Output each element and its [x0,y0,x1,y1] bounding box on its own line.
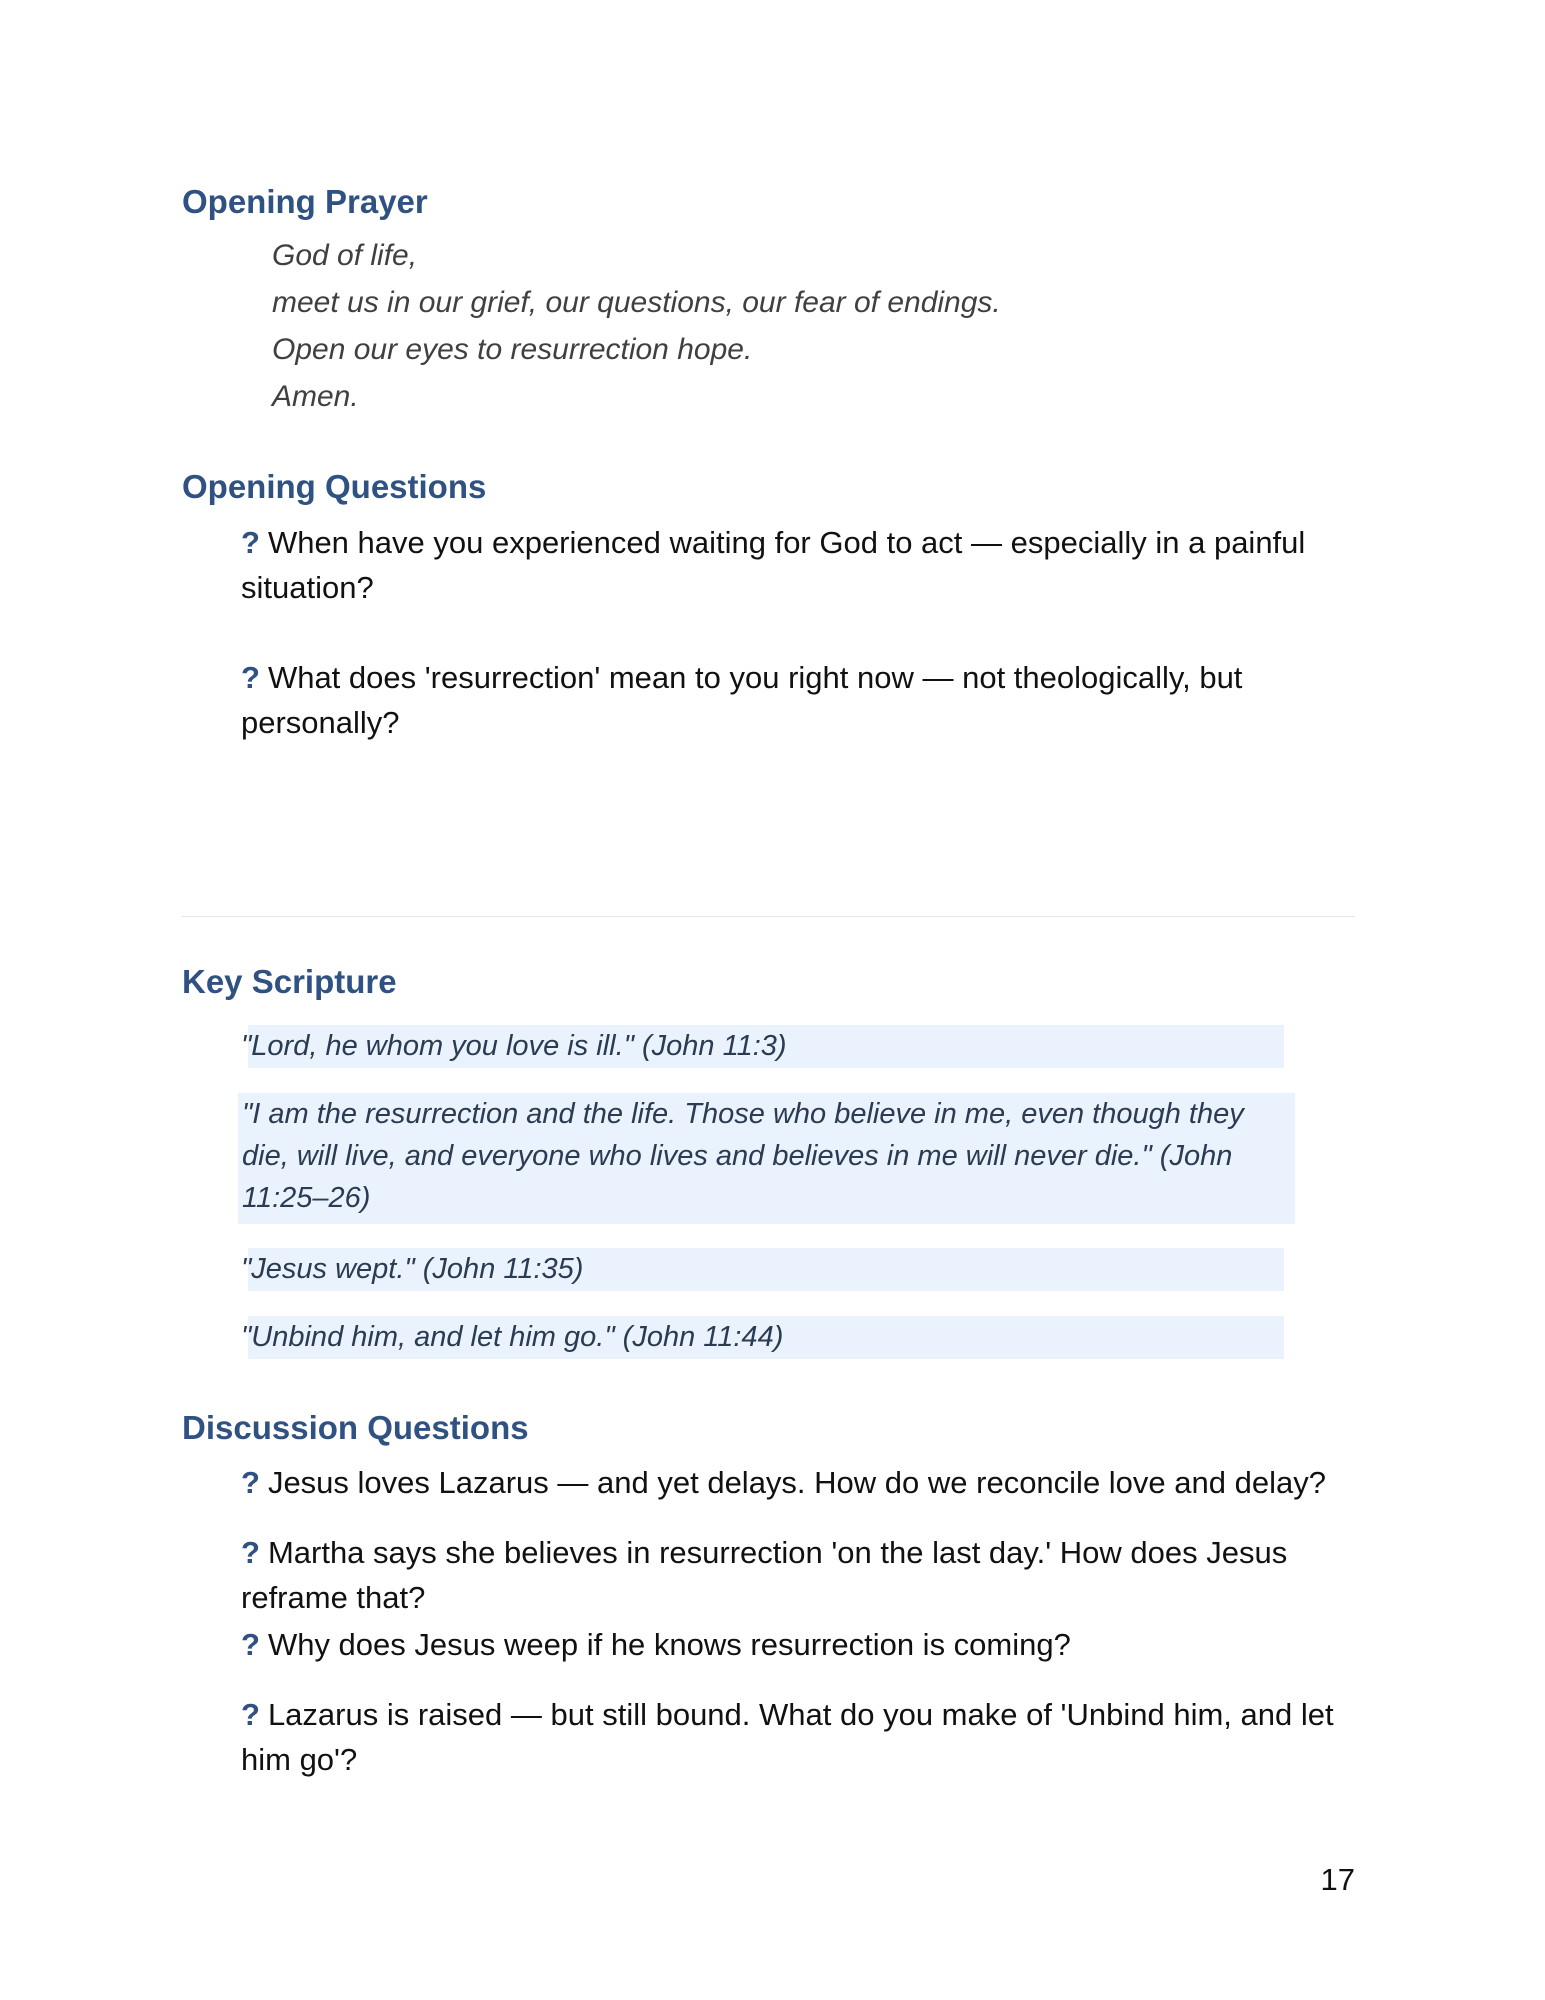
verse-text: "I am the resurrection and the life. Those who believe in me, even though they die, will live, and everyone who lives and believes in me will never die." (John 11:25–26) [242,1098,1244,1214]
question-mark-icon: ? [241,1697,260,1732]
discussion-questions-heading: Discussion Questions [182,1409,529,1446]
discussion-question-item [241,1460,1361,1505]
question-mark-icon: ? [241,1627,260,1662]
opening-prayer-heading: Opening Prayer [182,183,428,220]
question-text: When have you experienced waiting for God to act — especially in a painful situation? [241,525,1306,605]
verse-text: "Unbind him, and let him go." (John 11:44) [241,1321,784,1353]
scripture-verse [241,1316,1284,1359]
question-mark-icon: ? [241,660,260,695]
prayer-line: Amen. [272,380,359,413]
key-scripture-heading: Key Scripture [182,963,397,1000]
verse-text: "Jesus wept." (John 11:35) [241,1253,584,1285]
opening-questions-heading: Opening Questions [182,468,487,505]
page-number: 17 [1320,1862,1355,1897]
scripture-verse [241,1248,1284,1291]
question-text: Martha says she believes in resurrection 'on the last day.' How does Jesus reframe that? [241,1535,1288,1615]
opening-prayer-text [272,232,1001,420]
scripture-verse [241,1025,1284,1068]
prayer-line: meet us in our grief, our questions, our fear of endings. [272,286,1001,319]
question-text: What does 'resurrection' mean to you right now — not theologically, but personally? [241,660,1243,740]
question-text: Why does Jesus weep if he knows resurrection is coming? [267,1627,1071,1662]
prayer-line: Open our eyes to resurrection hope. [272,333,753,366]
discussion-question-item [241,1622,1361,1667]
discussion-question-item [241,1692,1361,1782]
opening-question-item [241,520,1361,610]
question-mark-icon: ? [241,525,260,560]
question-text: Jesus loves Lazarus — and yet delays. How do we reconcile love and delay? [267,1465,1326,1500]
question-mark-icon: ? [241,1465,260,1500]
discussion-question-item [241,1530,1361,1620]
scripture-verse [238,1093,1295,1224]
question-text: Lazarus is raised — but still bound. What do you make of 'Unbind him, and let him go'? [241,1697,1334,1777]
verse-text: "Lord, he whom you love is ill." (John 11:3) [241,1030,787,1062]
question-mark-icon: ? [241,1535,260,1570]
prayer-line: God of life, [272,239,418,272]
opening-question-item [241,655,1361,745]
section-divider [182,916,1355,917]
